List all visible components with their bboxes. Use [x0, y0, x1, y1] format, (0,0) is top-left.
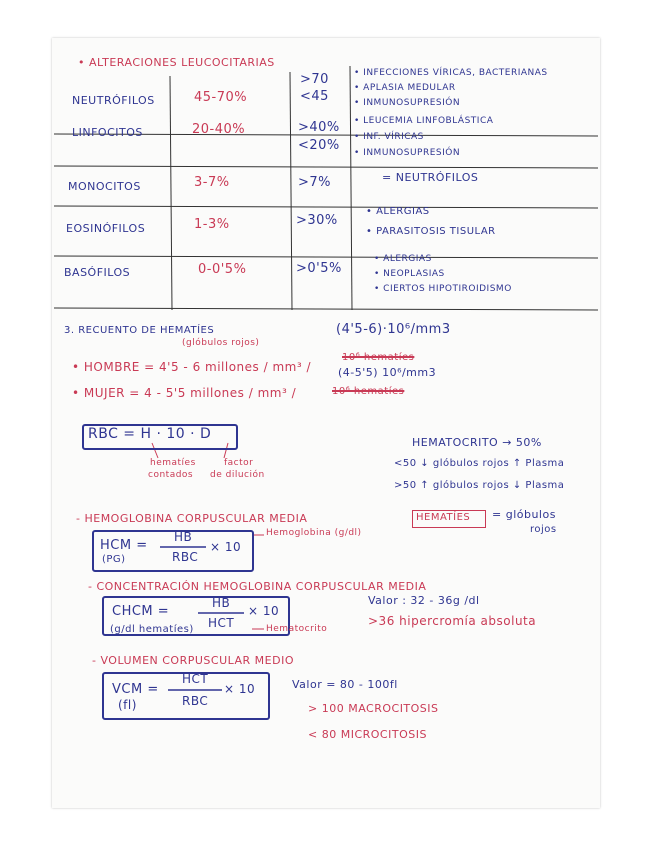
hcm-unit: (PG) [102, 554, 126, 565]
cell-note-4-1: • NEOPLASIAS [374, 269, 445, 279]
cell-note-0-2: • INMUNOSUPRESIÓN [354, 98, 461, 108]
rbc-label-d2: de dilución [210, 470, 265, 480]
cell-name-1: LINFOCITOS [72, 126, 143, 139]
rbc-label-h1: hematíes [150, 458, 196, 468]
cell-thr1-1: >40% [298, 120, 340, 135]
rbc-formula: RBC = H · 10 · D [88, 426, 212, 442]
cell-name-4: BASÓFILOS [64, 266, 131, 279]
hombre-line: • HOMBRE = 4'5 - 6 millones / mm³ / [72, 360, 312, 374]
cell-name-3: EOSINÓFILOS [66, 222, 146, 235]
chcm-mult: × 10 [248, 604, 280, 618]
chcm-note: Hematocrito [266, 624, 328, 634]
vcm-num: HCT [182, 672, 209, 686]
cell-note-4-2: • CIERTOS HIPOTIROIDISMO [374, 284, 512, 294]
cell-note-0-0: • INFECCIONES VÍRICAS, BACTERIANAS [354, 68, 548, 78]
hematocrito-title: HEMATOCRITO → 50% [412, 436, 542, 449]
cell-note-1-2: • INMUNOSUPRESIÓN [354, 148, 461, 158]
hematies-eq2: rojos [530, 524, 557, 535]
cell-note-3-1: • PARASITOSIS TISULAR [366, 226, 496, 237]
vcm-valor: Valor = 80 - 100fl [292, 678, 398, 691]
chcm-lhs: CHCM = [112, 604, 170, 619]
cell-thr1-2: >7% [298, 175, 332, 190]
hematocrito-high: >50 ↑ glóbulos rojos ↓ Plasma [394, 480, 565, 491]
vcm-fraction-bar [52, 38, 600, 808]
hematocrito-low: <50 ↓ glóbulos rojos ↑ Plasma [394, 458, 565, 469]
vcm-mult: × 10 [224, 682, 256, 696]
vcm-unit: (fl) [118, 698, 137, 712]
cell-note-2-0: = NEUTRÓFILOS [382, 171, 479, 184]
cell-range-4: 0-0'5% [198, 262, 247, 277]
chcm-den: HCT [208, 616, 235, 630]
cell-note-1-0: • LEUCEMIA LINFOBLÁSTICA [354, 116, 494, 126]
leukocyte-heading: • ALTERACIONES LEUCOCITARIAS [78, 56, 275, 69]
hematies-eq: = glóbulos [492, 508, 556, 521]
vcm-title: - VOLUMEN CORPUSCULAR MEDIO [92, 654, 294, 667]
cell-name-2: MONOCITOS [68, 180, 141, 193]
cell-range-0: 45-70% [194, 90, 248, 105]
vcm-den: RBC [182, 694, 209, 708]
vcm-macro: > 100 MACROCITOSIS [308, 702, 439, 715]
chcm-hyper: >36 hipercromía absoluta [368, 614, 537, 628]
rbc-label-d1: factor [224, 458, 254, 468]
vcm-lhs: VCM = [112, 682, 159, 697]
hcm-mult: × 10 [210, 540, 242, 554]
hcm-title: - HEMOGLOBINA CORPUSCULAR MEDIA [76, 512, 308, 525]
chcm-valor: Valor : 32 - 36g /dl [368, 594, 480, 607]
cell-range-1: 20-40% [192, 122, 246, 137]
cell-note-4-0: • ALERGIAS [374, 254, 432, 264]
hcm-num: HB [174, 530, 193, 544]
cell-thr1-3: >30% [296, 213, 338, 228]
hcm-den: RBC [172, 550, 199, 564]
cell-note-0-1: • APLASIA MEDULAR [354, 83, 456, 93]
hematies-box-label: HEMATÍES [416, 512, 471, 523]
cell-note-1-1: • INF. VÍRICAS [354, 132, 424, 142]
cell-thr1-4: >0'5% [296, 261, 342, 276]
hombre-struck: 10⁶ hematíes [342, 352, 415, 363]
section3-formula: (4'5-6)·10⁶/mm3 [336, 322, 451, 337]
section3-subtitle: (glóbulos rojos) [182, 338, 260, 348]
cell-thr2-0: <45 [300, 89, 329, 104]
mujer-struck: 10⁶ hematíes [332, 386, 405, 397]
chcm-num: HB [212, 596, 231, 610]
hcm-note: Hemoglobina (g/dl) [266, 528, 362, 538]
cell-range-2: 3-7% [194, 175, 230, 190]
hombre-alt: (4-5'5) 10⁶/mm3 [338, 366, 437, 379]
cell-range-3: 1-3% [194, 217, 230, 232]
chcm-unit: (g/dl hematíes) [110, 624, 194, 635]
chcm-title: - CONCENTRACIÓN HEMOGLOBINA CORPUSCULAR MEDIA [88, 580, 427, 593]
notebook-page [52, 38, 600, 808]
rbc-label-h2: contados [148, 470, 194, 480]
cell-thr1-0: >70 [300, 72, 329, 87]
cell-thr2-1: <20% [298, 138, 340, 153]
section3-title: 3. RECUENTO DE HEMATÍES [64, 325, 215, 336]
vcm-micro: < 80 MICROCITOSIS [308, 728, 427, 741]
cell-note-3-0: • ALERGIAS [366, 206, 430, 217]
hcm-lhs: HCM = [100, 538, 148, 553]
cell-name-0: NEUTRÓFILOS [72, 94, 155, 107]
mujer-line: • MUJER = 4 - 5'5 millones / mm³ / [72, 386, 297, 400]
